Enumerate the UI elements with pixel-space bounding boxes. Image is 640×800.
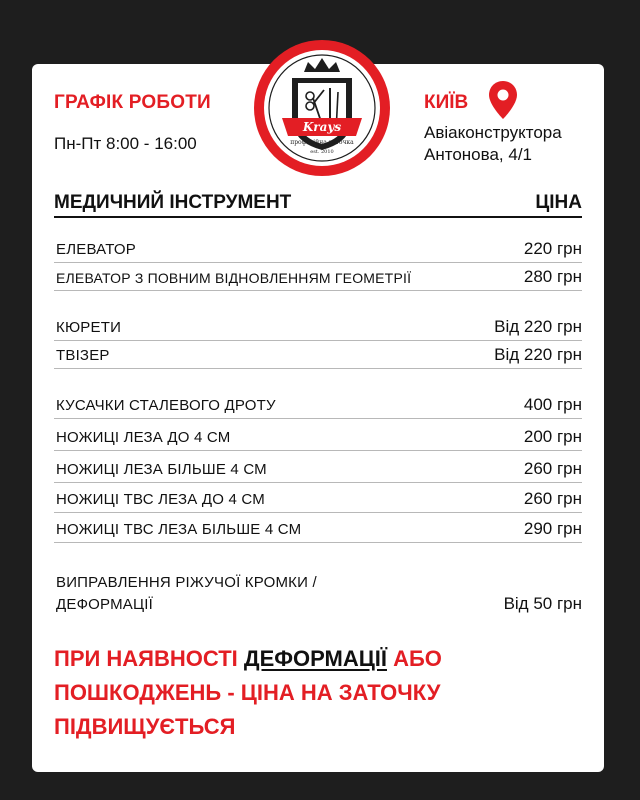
row-name: НОЖИЦІ ТВС ЛЕЗА БІЛЬШЕ 4 СМ [56, 521, 302, 538]
logo-est: est. 2010 [310, 149, 334, 155]
row-name-line-2: ДЕФОРМАЦІЇ [56, 596, 154, 613]
brand-logo [252, 38, 392, 178]
row-price: Від 50 грн [503, 594, 582, 613]
notice-text-2: АБО ПОШКОДЖЕНЬ - ЦІНА НА ЗАТОЧКУ ПІДВИЩУЄТЬСЯ [54, 646, 442, 739]
address-line-1: Авіаконструктора [424, 123, 562, 142]
table-header [54, 192, 582, 218]
row-name: КЮРЕТИ [56, 319, 122, 336]
table-row [54, 340, 582, 369]
table-row [54, 454, 582, 483]
row-price: Від 220 грн [494, 345, 582, 364]
row-name [56, 572, 396, 616]
logo-subtitle: професійна заточка [290, 139, 354, 146]
table-row [54, 484, 582, 513]
row-price: 220 грн [523, 239, 582, 258]
row-name: ТВІЗЕР [56, 347, 110, 364]
row-name: НОЖИЦІ ТВС ЛЕЗА ДО 4 СМ [56, 491, 265, 508]
table-row [54, 422, 582, 451]
price-notice [54, 642, 574, 744]
row-name: НОЖИЦІ ЛЕЗА ДО 4 СМ [56, 429, 231, 446]
row-price: 260 грн [523, 459, 582, 478]
table-row [54, 262, 582, 291]
logo-wordmark: Krays [302, 120, 342, 134]
table-row [54, 390, 582, 419]
row-name: ЕЛЕВАТОР З ПОВНИМ ВІДНОВЛЕННЯМ ГЕОМЕТРІЇ [56, 270, 412, 286]
notice-highlight: ДЕФОРМАЦІЇ [243, 646, 387, 671]
row-price: 290 грн [523, 519, 582, 538]
hours-title: ГРАФІК РОБОТИ [54, 92, 211, 113]
notice-text-1: ПРИ НАЯВНОСТІ [54, 646, 244, 671]
column-instrument: МЕДИЧНИЙ ІНСТРУМЕНТ [54, 192, 292, 213]
row-price: 200 грн [523, 427, 582, 446]
city-title: КИЇВ [424, 92, 469, 113]
column-price: ЦІНА [535, 192, 582, 213]
table-row [54, 572, 582, 620]
row-price: 280 грн [523, 267, 582, 286]
price-card [32, 64, 604, 772]
table-row [54, 514, 582, 543]
row-name: ЕЛЕВАТОР [56, 241, 136, 258]
row-name-line-1: ВИПРАВЛЕННЯ РІЖУЧОЇ КРОМКИ / [56, 574, 317, 591]
location-pin-icon [488, 80, 518, 120]
working-hours: Пн-Пт 8:00 - 16:00 [54, 134, 197, 153]
row-price: Від 220 грн [494, 317, 582, 336]
table-row [54, 234, 582, 263]
row-name: НОЖИЦІ ЛЕЗА БІЛЬШЕ 4 СМ [56, 461, 267, 478]
row-price: 400 грн [523, 395, 582, 414]
table-row [54, 312, 582, 341]
row-price: 260 грн [523, 489, 582, 508]
address [424, 122, 594, 166]
row-name: КУСАЧКИ СТАЛЕВОГО ДРОТУ [56, 397, 276, 414]
address-line-2: Антонова, 4/1 [424, 145, 532, 164]
